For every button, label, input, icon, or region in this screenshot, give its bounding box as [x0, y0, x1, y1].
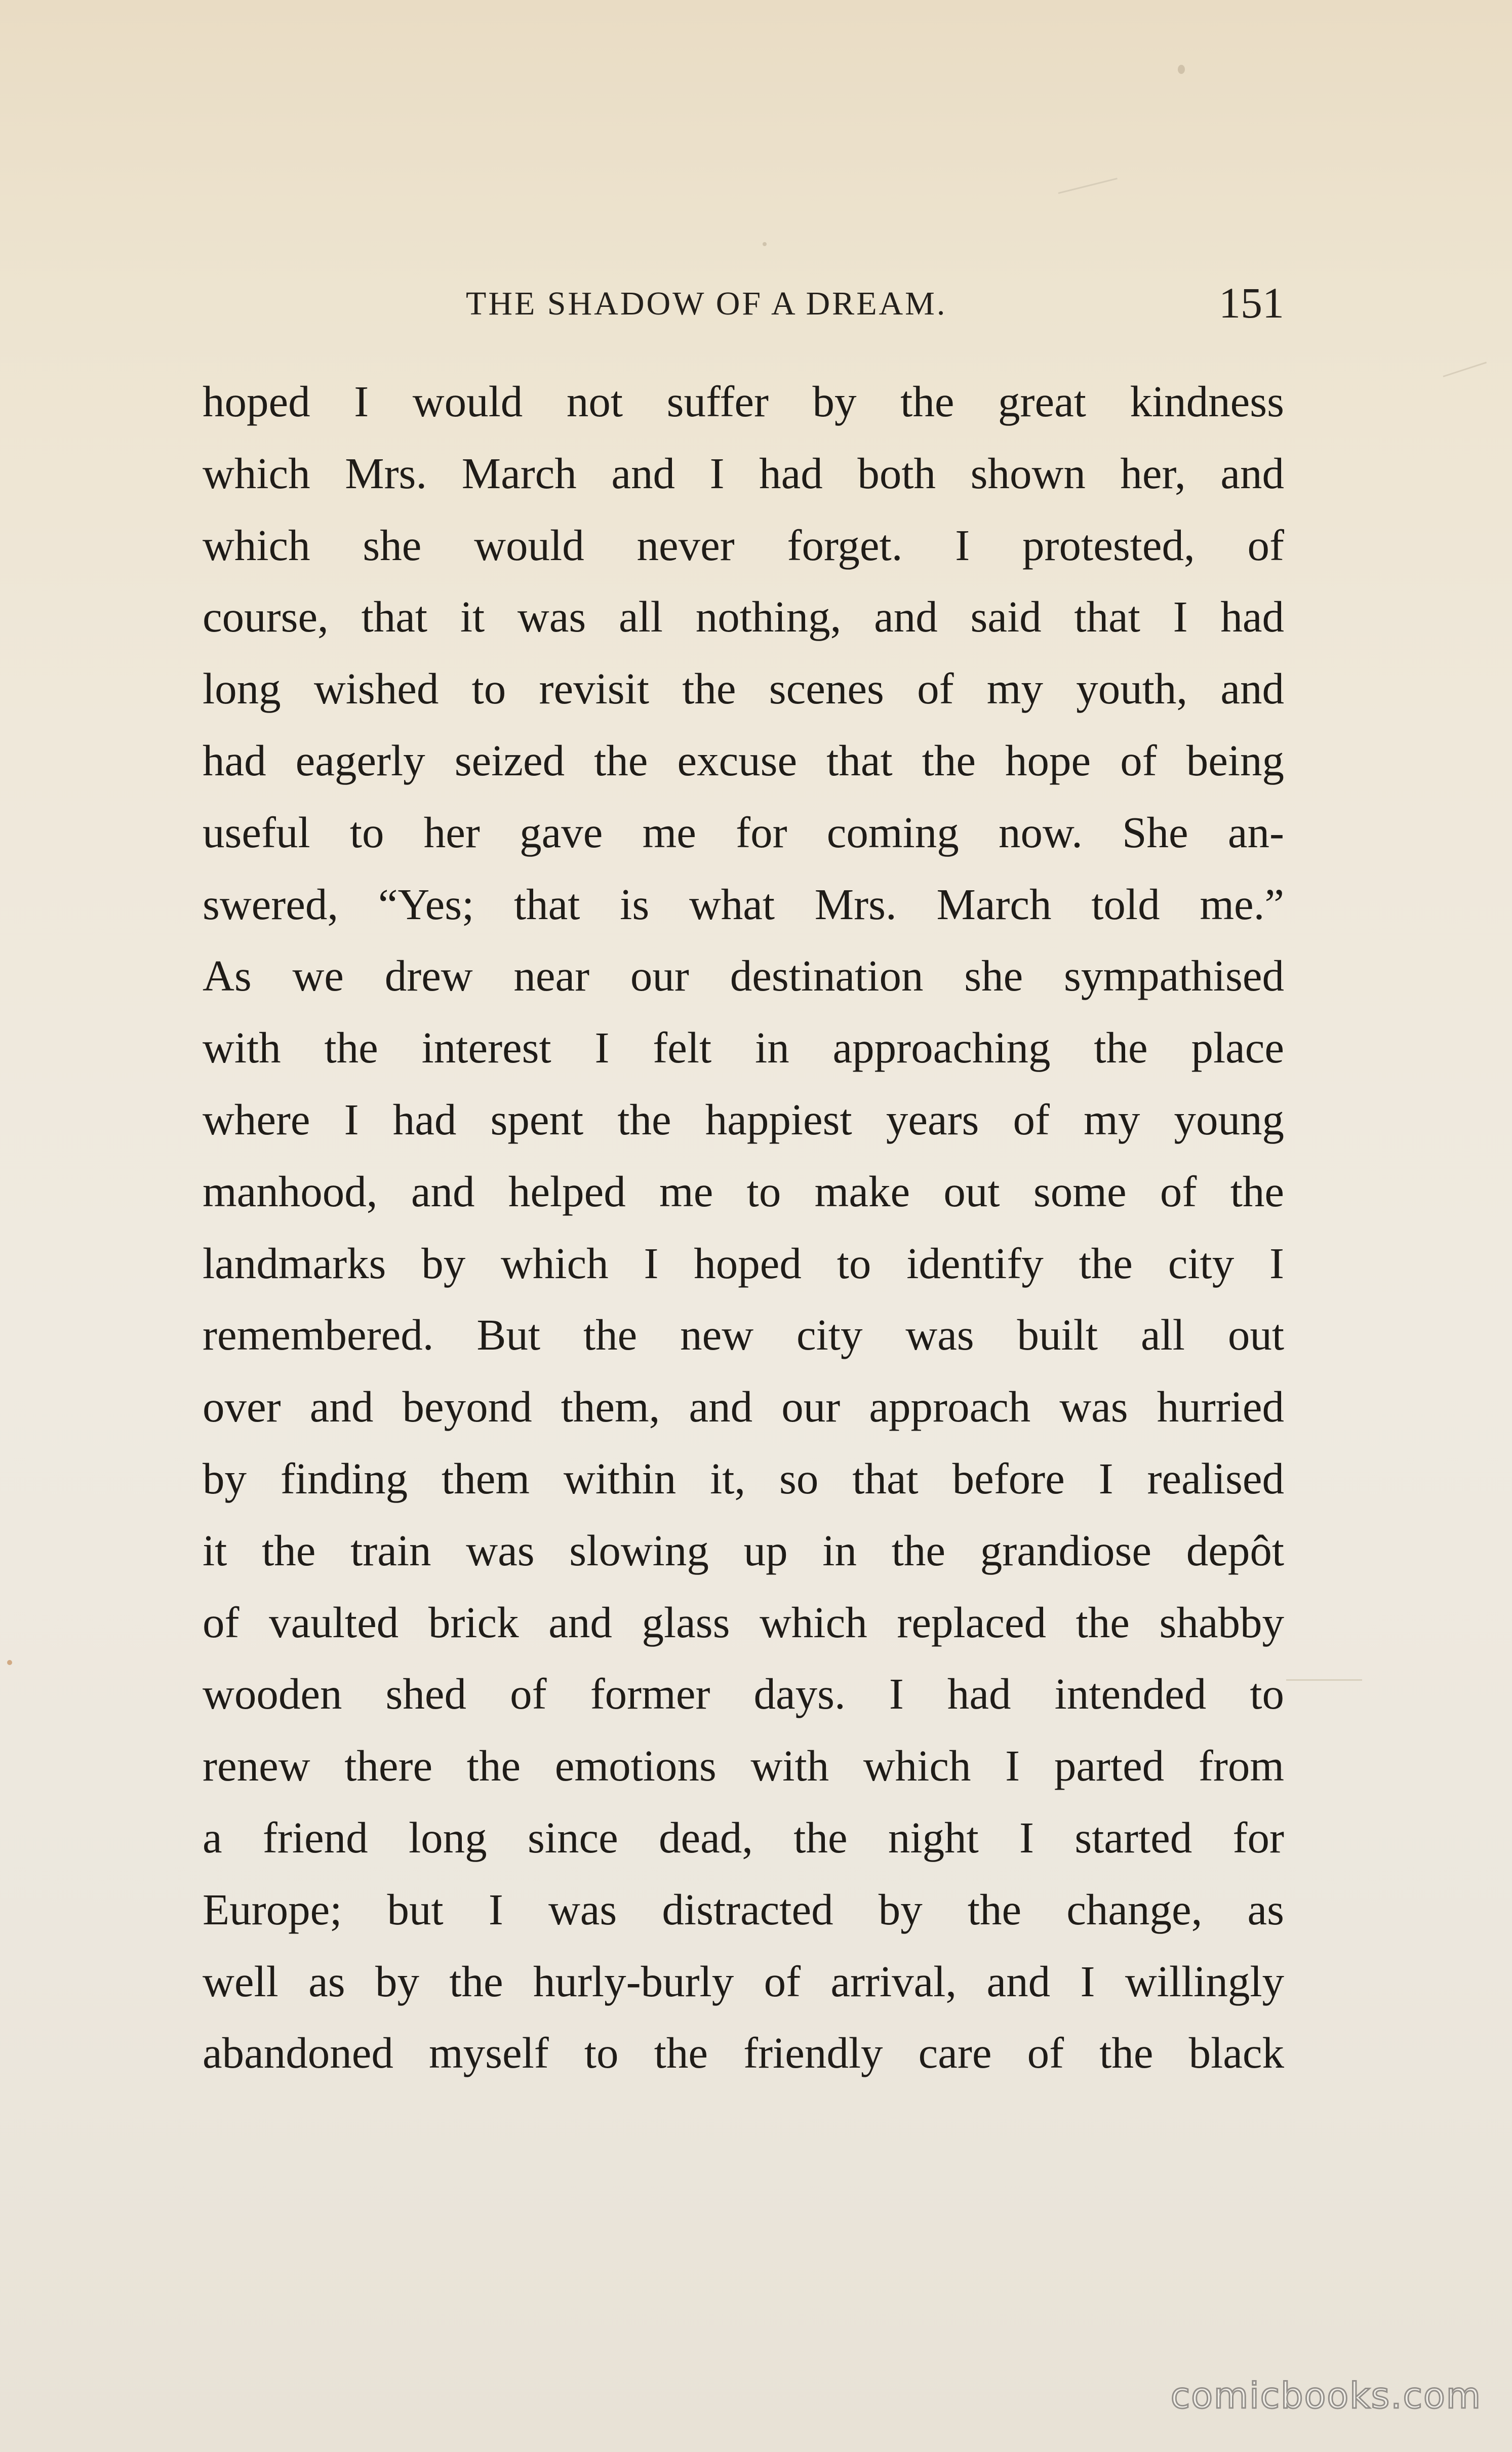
text-line: wooden shed of former days. I had intended to: [203, 1669, 1284, 1719]
text-line: it the train was slowing up in the grandiose depôt: [203, 1525, 1284, 1575]
paper-scratch: [1443, 362, 1487, 377]
text-line: by finding them within it, so that before I realised: [203, 1453, 1284, 1503]
text-line: of vaulted brick and glass which replaced the shabby: [203, 1597, 1284, 1647]
text-line: manhood, and helped me to make out some of the: [203, 1166, 1284, 1216]
text-line: landmarks by which I hoped to identify the city I: [203, 1238, 1284, 1288]
page-header: [203, 278, 1284, 333]
text-line: which Mrs. March and I had both shown her, and: [203, 448, 1284, 498]
text-line: had eagerly seized the excuse that the hope of being: [203, 735, 1284, 785]
paper-speck: [7, 1660, 12, 1665]
text-line: renew there the emotions with which I parted from: [203, 1741, 1284, 1791]
text-line: As we drew near our destination she sympathised: [203, 951, 1284, 1001]
paper-speck: [763, 242, 767, 246]
text-line: which she would never forget. I protested, of: [203, 520, 1284, 570]
paper-scratch: [1286, 1679, 1362, 1681]
text-line: abandoned myself to the friendly care of the black: [203, 2028, 1284, 2078]
body-text: [203, 366, 1284, 2089]
text-line: over and beyond them, and our approach was hurried: [203, 1382, 1284, 1432]
running-title: THE SHADOW OF A DREAM.: [466, 285, 947, 322]
text-line: well as by the hurly-burly of arrival, and I willingly: [203, 1956, 1284, 2006]
paper-scratch: [1058, 178, 1118, 194]
text-line: where I had spent the happiest years of my young: [203, 1094, 1284, 1144]
text-line: course, that it was all nothing, and said that I had: [203, 592, 1284, 642]
page-number: 151: [1219, 279, 1284, 327]
text-line: useful to her gave me for coming now. She an-: [203, 807, 1284, 857]
text-line: a friend long since dead, the night I started for: [203, 1812, 1284, 1862]
text-line: remembered. But the new city was built all out: [203, 1310, 1284, 1360]
site-watermark: comicbooks.com: [1170, 2375, 1482, 2417]
text-line: Europe; but I was distracted by the change, as: [203, 1884, 1284, 1934]
text-line: swered, “Yes; that is what Mrs. March told me.”: [203, 879, 1284, 929]
text-line: long wished to revisit the scenes of my youth, and: [203, 664, 1284, 714]
paper-speck: [1178, 65, 1185, 74]
text-line: hoped I would not suffer by the great kindness: [203, 377, 1284, 426]
text-line: with the interest I felt in approaching the place: [203, 1023, 1284, 1073]
